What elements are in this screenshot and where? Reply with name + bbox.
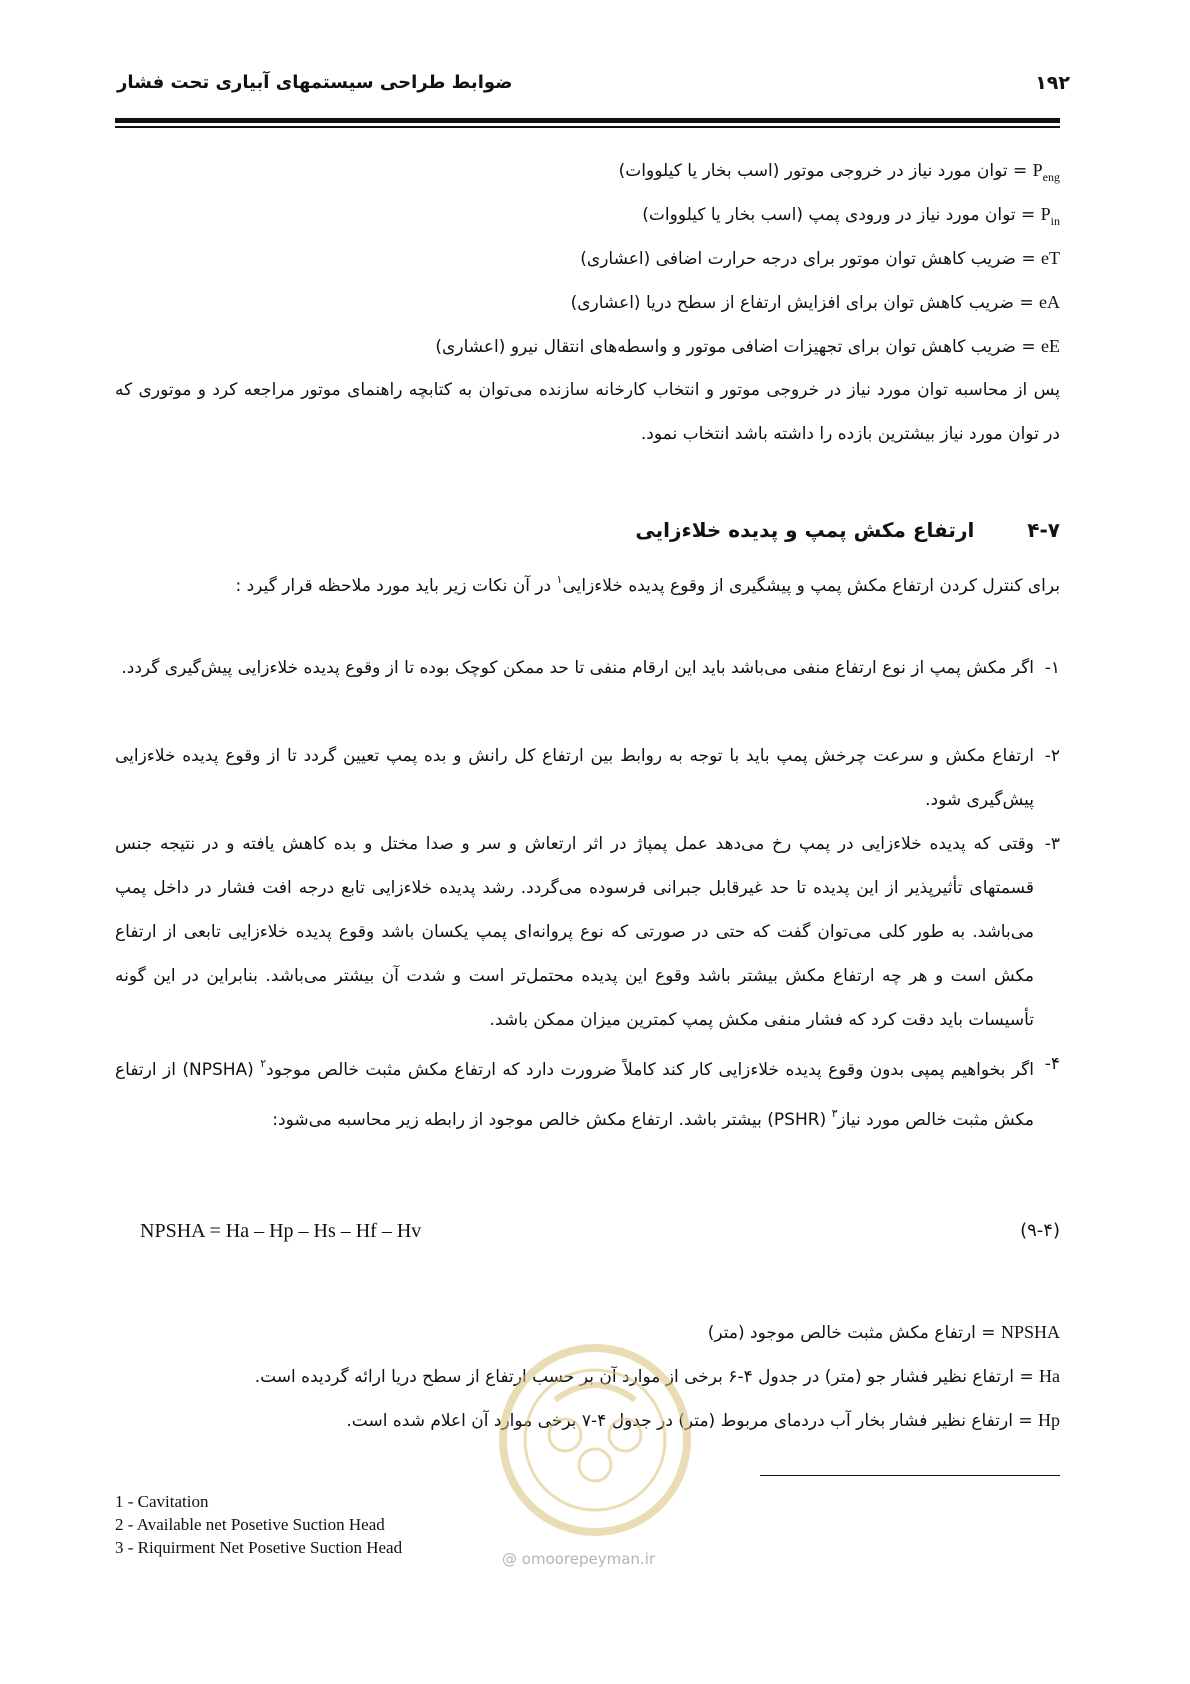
footnote-3: 3 - Riquirment Net Posetive Suction Head <box>115 1538 403 1557</box>
symbol: $P_{eng}$ <box>1032 160 1060 184</box>
page-number: ۱۹۲ <box>1035 72 1070 94</box>
list-item: ۳- وقتی که پدیده خلاءزایی در پمپ رخ می‌دهد عمل پمپاژ در اثر ارتعاش و سر و صدا مختل و بده کاهش یافته و در نتیجه جنس قسمتهای تأثیرپذیر از این پدیده تا حد غیرقابل جبرانی فرسوده می‌گردد. رشد پدیده خلاءزایی تابع درجه افت فشار در داخل پمپ می‌باشد. به طور کلی می‌توان گفت که حتی در صورتی که نوع پروانه‌ای پمپ یکسان باشد وقوع پدیده خلاءزایی تابعی از ارتفاع مکش است و هر چه ارتفاع مکش بیشتر باشد وقوع این پدیده محتمل‌تر است و شدت آن بیشتر می‌باشد. بنابراین در این گونه تأسیسات باید دقت کرد که فشار منفی مکش پمپ کمترین میزان ممکن باشد. <box>115 834 1060 1030</box>
footnotes <box>115 1490 402 1559</box>
definition-npsha: NPSHA = ارتفاع مکش مثبت خالص موجود (متر) <box>707 1322 1060 1343</box>
intro-paragraph: برای کنترل کردن ارتفاع مکش پمپ و پیشگیری از وقوع پدیده خلاءزایی$^۱$ در آن نکات زیر باید مورد ملاحظه قرار گیرد : <box>235 573 1060 596</box>
equation-formula: NPSHA = Ha – Hp – Hs – Hf – Hv <box>140 1220 422 1242</box>
definition-text: = توان مورد نیاز در خروجی موتور (اسب بخار یا کیلووات) <box>618 161 1028 181</box>
definition-text: = ضریب کاهش توان موتور برای درجه حرارت اضافی (اعشاری) <box>580 249 1036 269</box>
footnote-rule <box>760 1475 1060 1476</box>
footnote-1: 1 - Cavitation <box>115 1492 209 1511</box>
running-header-title: ضوابط طراحی سیستمهای آبیاری تحت فشار <box>117 72 513 93</box>
definition-text: = توان مورد نیاز در ورودی پمپ (اسب بخار یا کیلووات) <box>642 205 1036 225</box>
footnote-ref-2[interactable]: ۲ <box>260 1057 267 1070</box>
list-item: ۱- اگر مکش پمپ از نوع ارتفاع منفی می‌باشد باید این ارقام منفی تا حد ممکن کوچک بوده تا از وقوع پدیده خلاءزایی پیش‌گیری گردد. <box>121 658 1060 678</box>
list-item: ۲- ارتفاع مکش و سرعت چرخش پمپ باید با توجه به روابط بین ارتفاع کل رانش و بده پمپ تعیین گردد تا از وقوع پدیده خلاءزایی پیش‌گیری شود. <box>115 746 1060 810</box>
watermark-site: @ omoorepeyman.ir <box>502 1550 656 1568</box>
definition-ha: Ha = ارتفاع نظیر فشار جو (متر) در جدول ۴-۶ برخی از موارد آن بر حسب ارتفاع از سطح دریا ارائه گردیده است. <box>254 1366 1060 1387</box>
footnote-ref-3[interactable]: ۳ <box>831 1107 838 1120</box>
symbol: eE <box>1041 336 1060 356</box>
paragraph-engine-selection: پس از محاسبه توان مورد نیاز در خروجی موتور و انتخاب کارخانه سازنده می‌توان به کتابچه راهنمای موتور مراجعه کرد و موتوری که در توان مورد نیاز بیشترین بازده را داشته باشد انتخاب نمود. <box>115 380 1060 444</box>
definition-text: = ضریب کاهش توان برای تجهیزات اضافی موتور و واسطه‌های انتقال نیرو (اعشاری) <box>435 337 1036 357</box>
header-rule-thick <box>115 118 1060 123</box>
definition-ea <box>571 280 1060 325</box>
header-rule-thin <box>115 126 1060 128</box>
section-title: ارتفاع مکش پمپ و پدیده خلاءزایی <box>635 518 975 542</box>
section-heading <box>635 518 1060 542</box>
symbol: $P_{in}$ <box>1040 204 1060 228</box>
symbol: eA <box>1039 292 1060 312</box>
symbol: eT <box>1041 248 1060 268</box>
section-number: ۴-۷ <box>1027 518 1060 542</box>
definition-et <box>580 236 1060 281</box>
definition-text: = ضریب کاهش توان برای افزایش ارتفاع از سطح دریا (اعشاری) <box>570 293 1034 313</box>
equation-number: (۹-۴) <box>1020 1220 1060 1241</box>
list-item: ۴- اگر بخواهیم پمپی بدون وقوع پدیده خلاءزایی کار کند کاملاً ضرورت دارد که ارتفاع مکش مثبت خالص موجود$^۲$ (NPSHA) از ارتفاع مکش مثبت خالص مورد نیاز$^۳$ (PSHR) بیشتر باشد. ارتفاع مکش خالص موجود از رابطه زیر محاسبه می‌شود: <box>115 1054 1060 1130</box>
definition-hp: Hp = ارتفاع نظیر فشار بخار آب دردمای مربوط (متر) در جدول ۴-۷ برخی موارد آن اعلام شده است. <box>346 1410 1060 1431</box>
watermark-seal-icon <box>495 1340 695 1540</box>
footnote-ref-1[interactable]: ۱ <box>556 573 563 586</box>
footnote-2: 2 - Available net Posetive Suction Head <box>115 1515 385 1534</box>
definition-ee <box>435 324 1060 369</box>
